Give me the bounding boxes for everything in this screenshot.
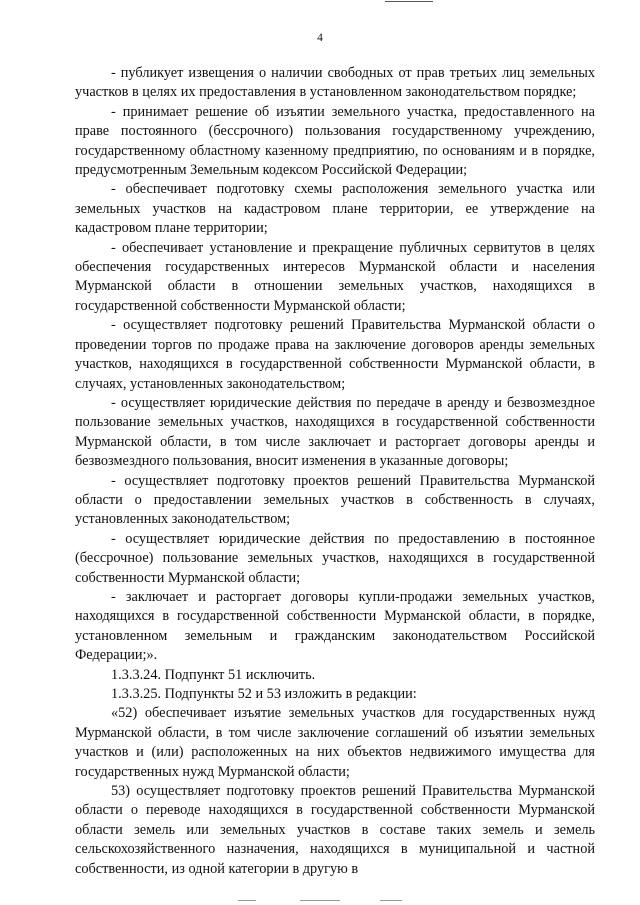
paragraph: - осуществляет подготовку проектов решений Правительства Мурманской области о предоставлении земельных участков в собственность в случаях, установленных законодательством; [75,472,595,528]
paragraph: - осуществляет юридические действия по предоставлению в постоянное (бессрочное) пользование земельных участков, находящихся в государственной собственности Мурманской области; [75,530,595,586]
paragraph: - обеспечивает установление и прекращение публичных сервитутов в целях обеспечения государственных интересов Мурманской области и населения Мурманской области в отношении земельных участков, находящихся в государственной собственности Мурманской области; [75,239,595,314]
paragraph: - заключает и расторгает договоры купли-продажи земельных участков, находящихся в государственной собственности Мурманской области, в порядке, установленном земельным и гражданским законодательством Российской Федерации;». [75,588,595,664]
top-rule [385,1,433,2]
paragraph: - осуществляет юридические действия по передаче в аренду и безвозмездное пользование земельных участков, находящихся в государственной собственности Мурманской области, в том числе заключает и расторгает договоры аренды и безвозмездного пользования, вносит изменения в указанные договоры; [75,394,595,470]
paragraph: - осуществляет подготовку решений Правительства Мурманской области о проведении торгов по продаже права на заключение договоров аренды земельных участков, находящихся в государственной собственности Мурманской области, в случаях, установленных законодательством; [75,317,595,392]
paragraph: 53) осуществляет подготовку проектов решений Правительства Мурманской области о переводе находящихся в государственной собственности Мурманской области земель или земельных участков в составе таких земель и земель сельскохозяйственного назначения, находящихся в муниципальной и частной собственности, из одной категории в другую в [75,783,595,877]
page-number: 4 [317,32,323,44]
paragraph: «52) обеспечивает изъятие земельных участков для государственных нужд Мурманской области, в том числе заключение соглашений об изъятии земельных участков и (или) расположенных на них объектов недвижимого имущества для государственных нужд Мурманской области; [75,705,595,780]
paragraph: - публикует извещения о наличии свободных от прав третьих лиц земельных участков в целях их предоставления в установленном законодательством порядке; [75,65,595,101]
paragraph: 1.3.3.25. Подпункты 52 и 53 изложить в редакции: [111,686,417,702]
paragraph: 1.3.3.24. Подпункт 51 исключить. [111,666,316,683]
document-body [75,64,595,879]
paragraph: - принимает решение об изъятии земельного участка, предоставленного на праве постоянного (бессрочного) пользования государственному учреждению, государственному областному казенному предприятию, по основаниям и в порядке, предусмотренным Земельным кодексом Российской Федерации; [75,103,595,179]
paragraph: - обеспечивает подготовку схемы расположения земельного участка или земельных участков на кадастровом плане территории, ее утверждение на кадастровом плане территории; [75,181,595,237]
scan-bottom-edge [0,897,640,905]
